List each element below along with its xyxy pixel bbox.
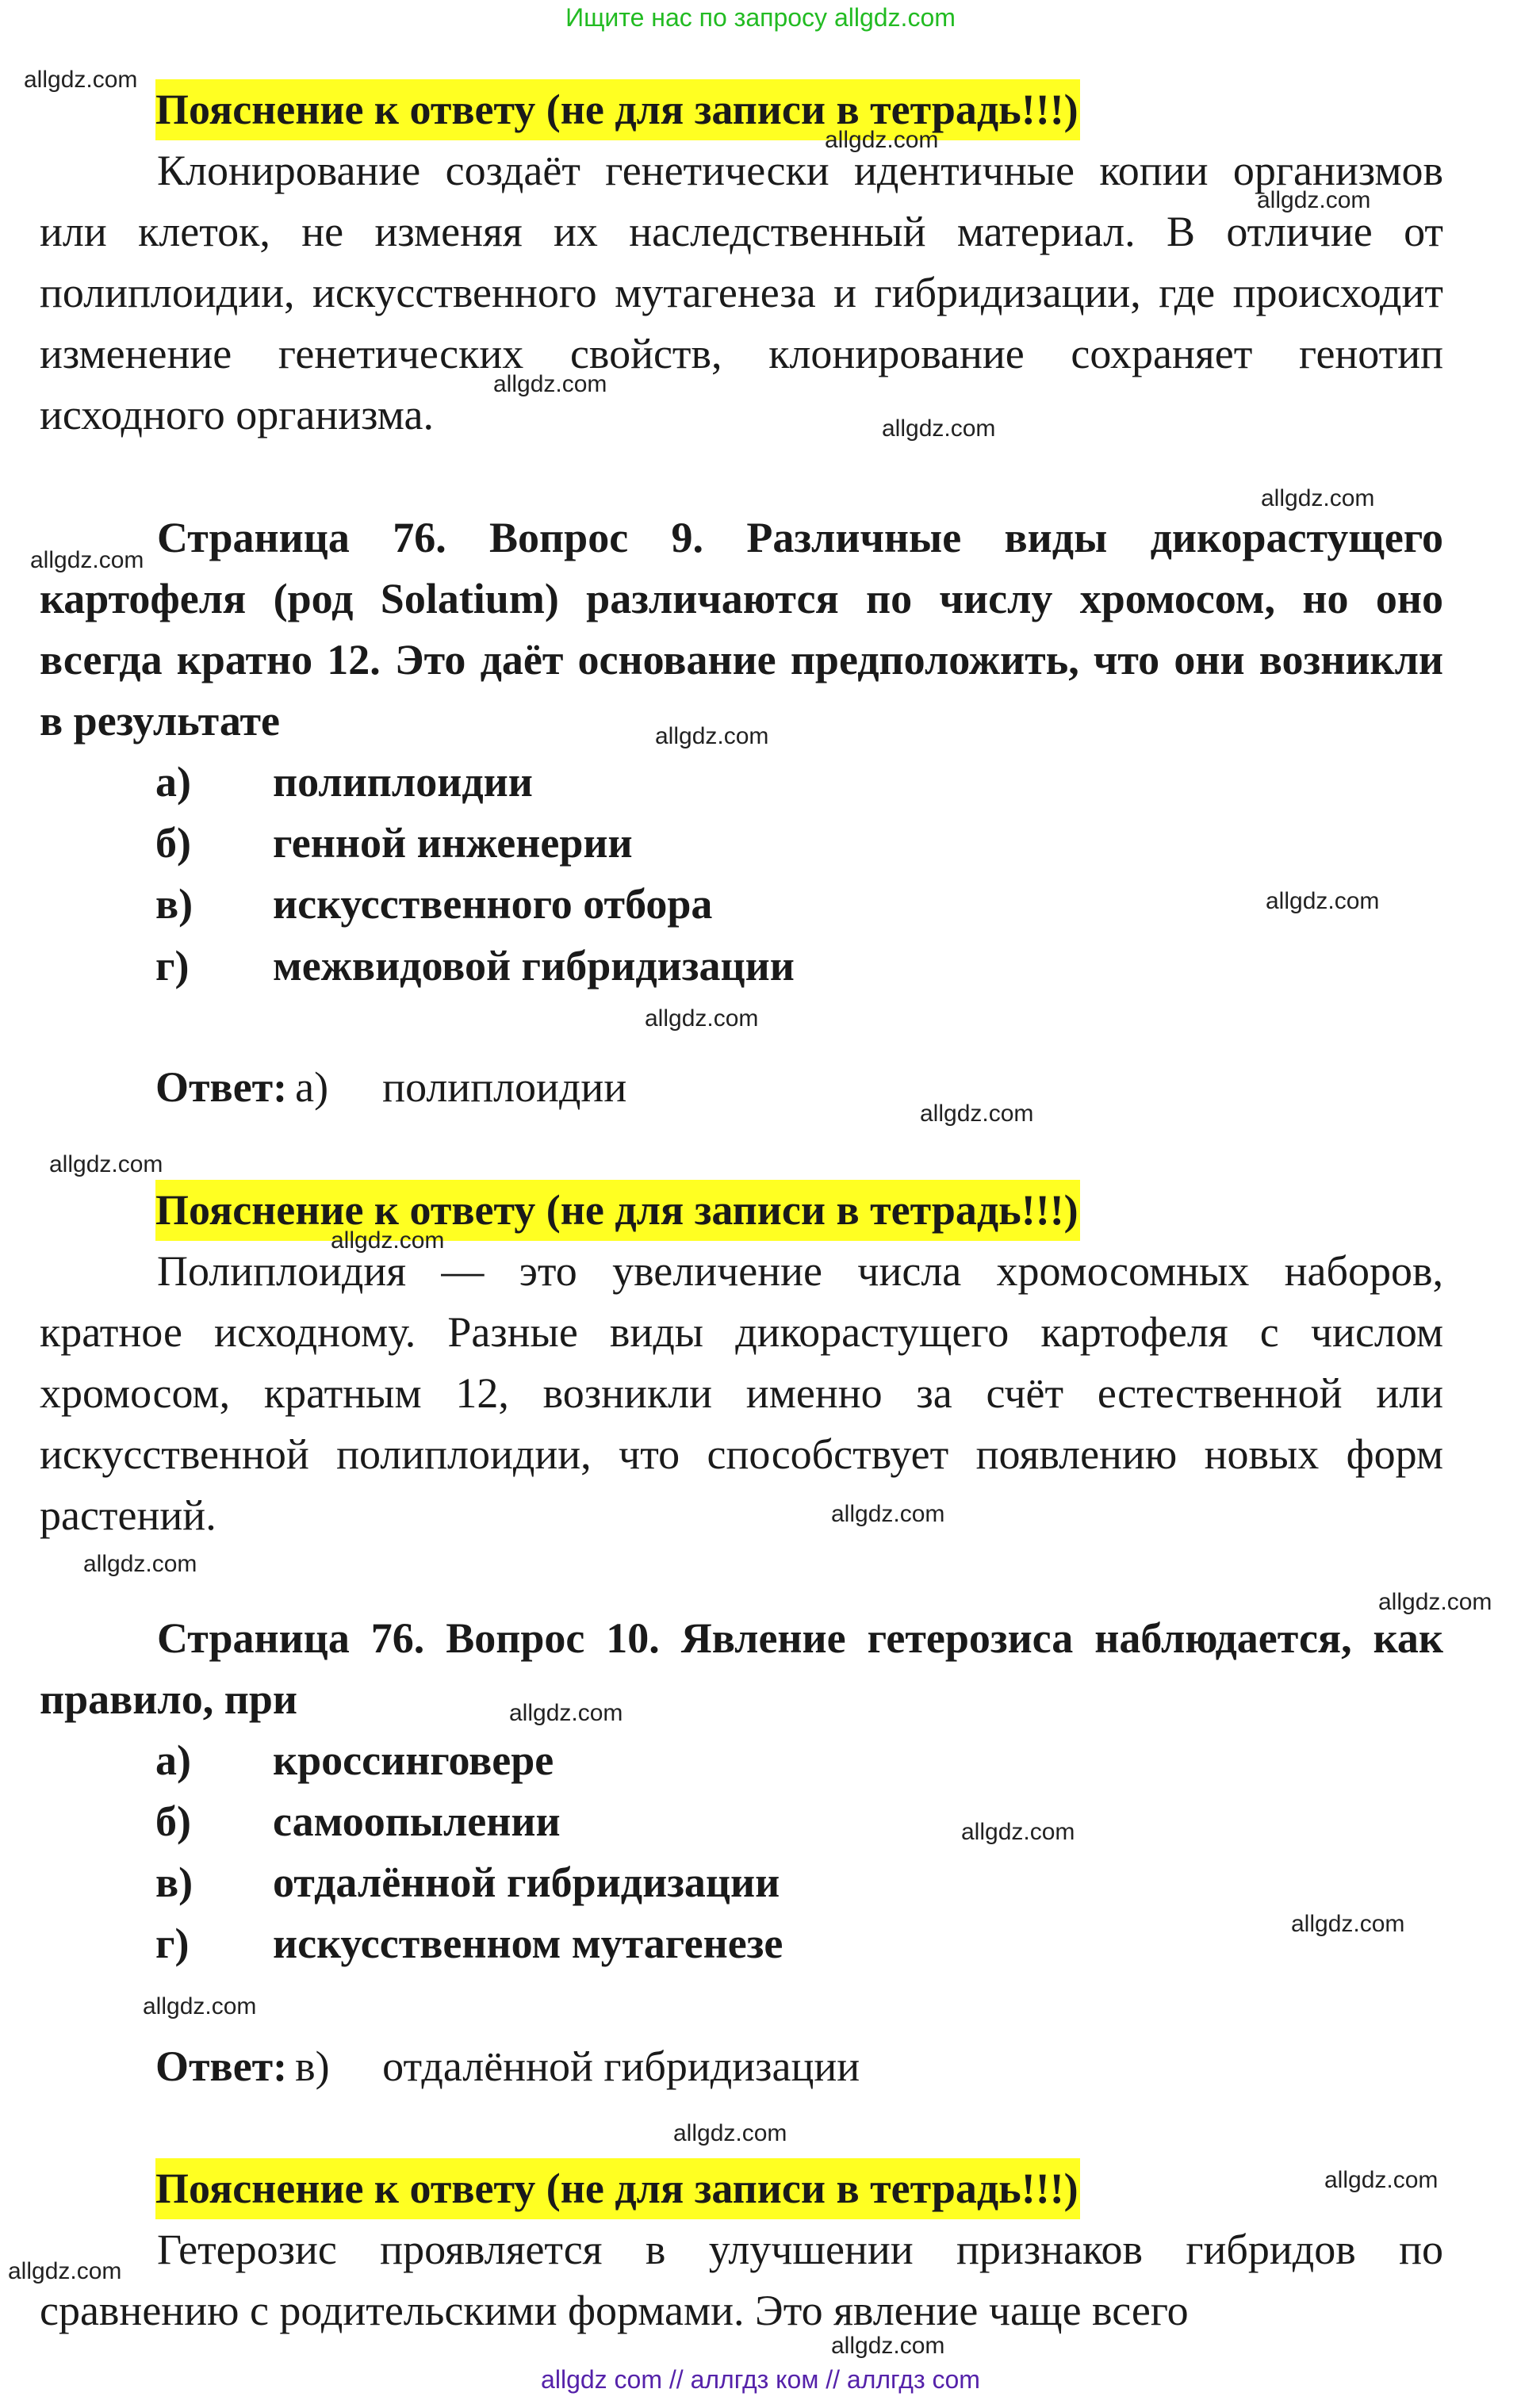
option-letter: в) — [155, 1859, 193, 1906]
q10-option-a — [155, 1730, 554, 1791]
q10-option-d — [155, 1913, 783, 1974]
q9-option-b — [155, 813, 633, 874]
option-letter: в) — [155, 880, 193, 928]
watermark: allgdz.com — [645, 1005, 759, 1032]
watermark: allgdz.com — [882, 415, 996, 442]
q10-option-b — [155, 1791, 561, 1852]
answer-label: Ответ: — [155, 2042, 288, 2090]
watermark: allgdz.com — [655, 723, 769, 749]
q9-option-c — [155, 874, 712, 935]
explanation-title-3: Пояснение к ответу (не для записи в тетрадь!!!) — [155, 2158, 1080, 2219]
watermark: allgdz.com — [331, 1227, 445, 1254]
watermark: allgdz.com — [1324, 2167, 1439, 2193]
watermark: allgdz.com — [673, 2120, 787, 2146]
explanation-title-1: Пояснение к ответу (не для записи в тетрадь!!!) — [155, 79, 1080, 140]
watermark: allgdz.com — [1291, 1911, 1405, 1937]
option-text: кроссинговере — [273, 1736, 554, 1784]
option-letter: б) — [155, 819, 191, 867]
option-letter: б) — [155, 1797, 191, 1845]
watermark: allgdz.com — [49, 1151, 163, 1177]
footer-links[interactable]: allgdz com // аллгдз ком // аллгдз com — [541, 2365, 980, 2394]
answer-letter: а) — [295, 1063, 329, 1111]
watermark: allgdz.com — [30, 547, 144, 573]
option-text: искусственном мутагенезе — [273, 1920, 783, 1967]
option-text: искусственного отбора — [273, 880, 713, 928]
option-text: полиплоидии — [273, 758, 533, 806]
watermark: allgdz.com — [143, 1993, 257, 2019]
option-text: генной инженерии — [273, 819, 633, 867]
option-text: самоопылении — [273, 1797, 561, 1845]
watermark: allgdz.com — [509, 1700, 623, 1726]
explanation-text-1: Клонирование создаёт генетически идентичные копии организмов или клеток, не изменяя их наследственный материал. В отличие от полиплоидии, искусственного мутагенеза и гибридизации, где происходит изменение генетических свойств, клонирование сохраняет генотип исходного организма. — [40, 147, 1443, 438]
q9-option-d — [155, 936, 795, 997]
option-text: отдалённой гибридизации — [273, 1859, 780, 1906]
search-hint-banner[interactable]: Ищите нас по запросу allgdz.com — [565, 3, 956, 32]
watermark: allgdz.com — [1261, 485, 1375, 511]
q10-option-c — [155, 1852, 780, 1913]
option-letter: г) — [155, 942, 190, 990]
explanation-text-3: Гетерозис проявляется в улучшении признаков гибридов по сравнению с родительскими формами. Это явление чаще всего — [40, 2226, 1443, 2334]
q9-answer — [155, 1057, 626, 1118]
watermark: allgdz.com — [1257, 187, 1371, 213]
watermark: allgdz.com — [831, 2333, 945, 2359]
option-letter: а) — [155, 758, 191, 806]
answer-label: Ответ: — [155, 1063, 288, 1111]
answer-letter: в) — [295, 2042, 330, 2090]
watermark: allgdz.com — [825, 127, 939, 153]
watermark: allgdz.com — [1266, 888, 1380, 914]
question-10: Страница 76. Вопрос 10. Явление гетерозиса наблюдается, как правило, при — [40, 1614, 1443, 1723]
explanation-title-2: Пояснение к ответу (не для записи в тетрадь!!!) — [155, 1180, 1080, 1241]
option-letter: г) — [155, 1920, 190, 1967]
option-text: межвидовой гибридизации — [273, 942, 795, 990]
answer-text: полиплоидии — [382, 1063, 627, 1111]
q9-option-a — [155, 752, 533, 813]
watermark: allgdz.com — [920, 1101, 1034, 1127]
option-letter: а) — [155, 1736, 191, 1784]
watermark: allgdz.com — [493, 371, 607, 397]
answer-text: отдалённой гибридизации — [382, 2042, 860, 2090]
watermark: allgdz.com — [831, 1501, 945, 1527]
q10-answer — [155, 2036, 860, 2097]
watermark: allgdz.com — [961, 1819, 1075, 1845]
question-9: Страница 76. Вопрос 9. Различные виды дикорастущего картофеля (род Solatium) различаются по числу хромосом, но оно всегда кратно 12. Это даёт основание предположить, что они возникли в результате — [40, 514, 1443, 745]
explanation-text-2: Полиплоидия — это увеличение числа хромосомных наборов, кратное исходному. Разные виды дикорастущего картофеля с числом хромосом, кратным 12, возникли именно за счёт естественной или искусственной полиплоидии, что способствует появлению новых форм растений. — [40, 1247, 1443, 1539]
watermark: allgdz.com — [83, 1551, 197, 1577]
watermark: allgdz.com — [1378, 1589, 1492, 1615]
watermark: allgdz.com — [24, 67, 138, 93]
watermark: allgdz.com — [8, 2258, 122, 2284]
